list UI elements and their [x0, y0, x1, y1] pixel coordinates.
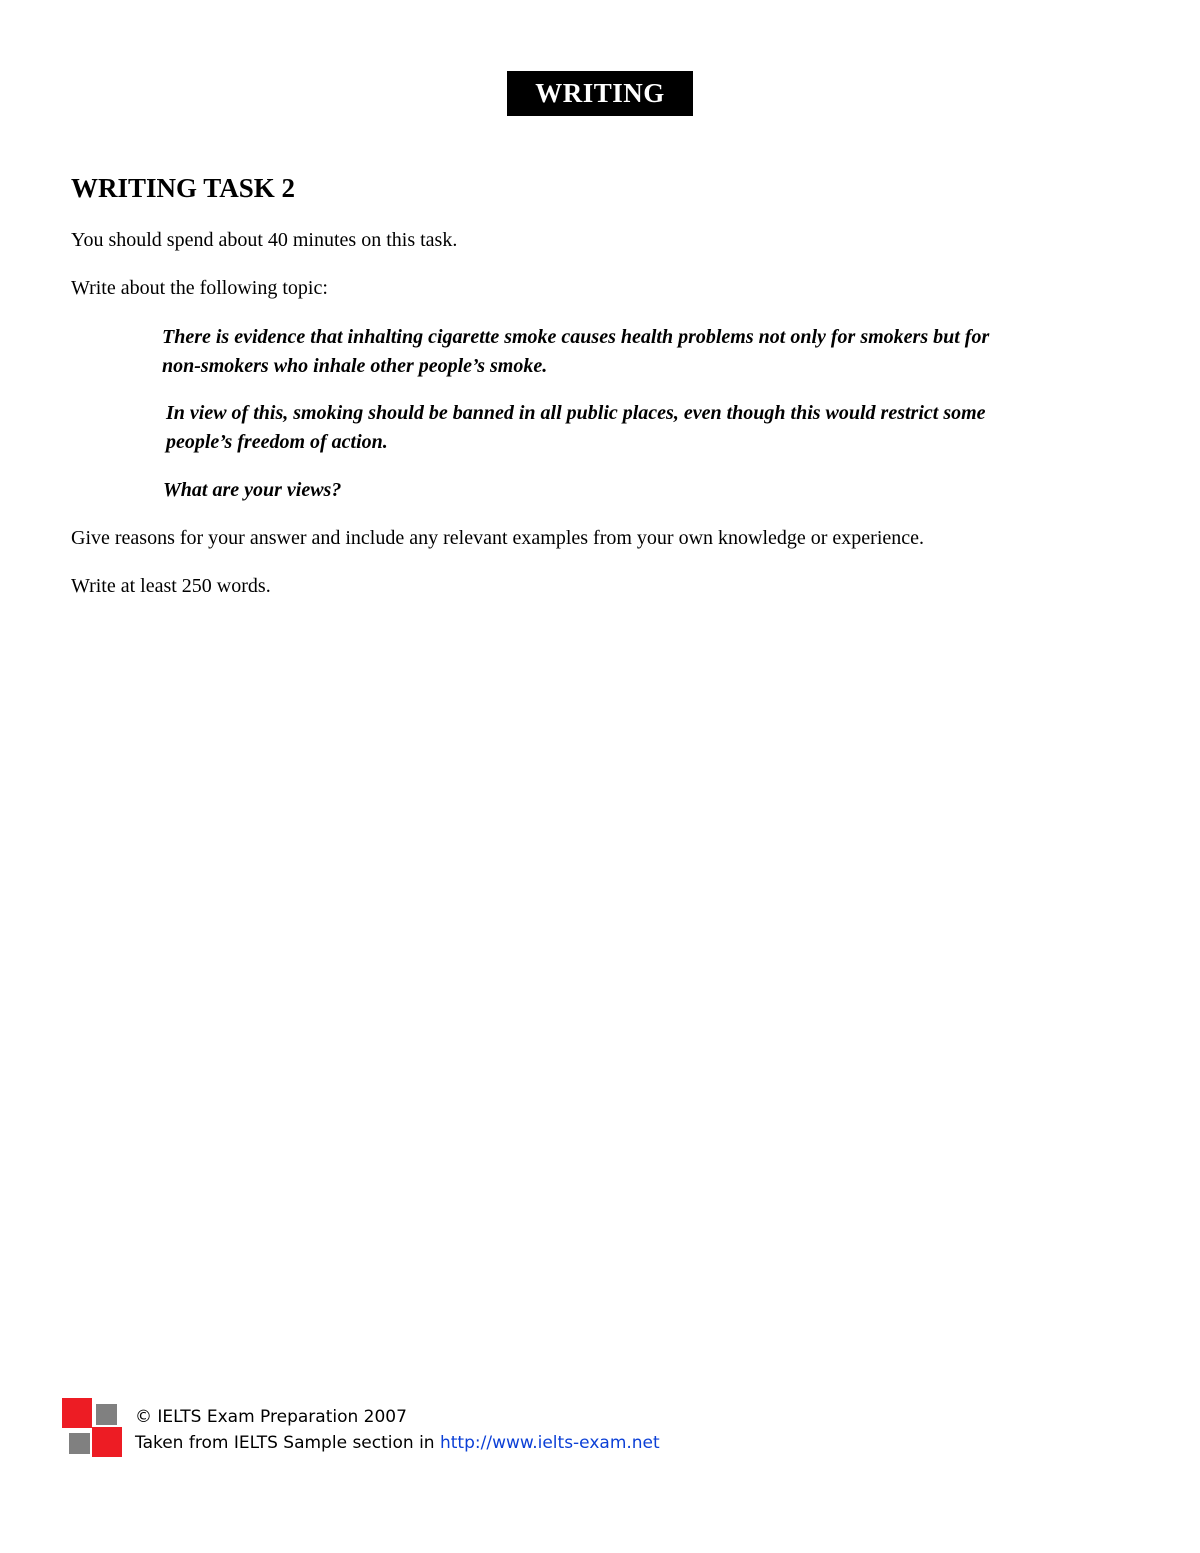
reasons-instruction: Give reasons for your answer and include any relevant examples from your own knowledge or experience.: [71, 527, 925, 549]
topic-intro: Write about the following topic:: [71, 277, 328, 299]
prompt-paragraph-2-line-1: In view of this, smoking should be banned in all public places, even though this would restrict some: [166, 402, 986, 424]
footer-source-link[interactable]: http://www.ielts-exam.net: [439, 1433, 660, 1453]
logo-gray-square-top: [96, 1404, 117, 1425]
prompt-paragraph-2-line-2: people’s freedom of action.: [166, 431, 388, 453]
ielts-logo: [62, 1398, 124, 1460]
time-instruction: You should spend about 40 minutes on this task.: [71, 229, 458, 251]
logo-red-square-bottom: [92, 1427, 122, 1457]
task-title: WRITING TASK 2: [71, 173, 296, 203]
prompt-paragraph-1-line-2: non-smokers who inhale other people’s smoke.: [162, 355, 548, 377]
section-banner: WRITING: [507, 71, 693, 116]
footer-copyright: © IELTS Exam Preparation 2007: [135, 1407, 407, 1427]
prompt-paragraph-1-line-1: There is evidence that inhalting cigarette smoke causes health problems not only for smokers but for: [162, 326, 990, 348]
logo-red-square-top: [62, 1398, 92, 1428]
word-count-instruction: Write at least 250 words.: [71, 575, 271, 597]
logo-gray-square-bottom: [69, 1433, 90, 1454]
prompt-question: What are your views?: [163, 479, 342, 501]
footer-source: [135, 1431, 660, 1455]
footer-source-prefix: Taken from IELTS Sample section in: [135, 1433, 440, 1453]
